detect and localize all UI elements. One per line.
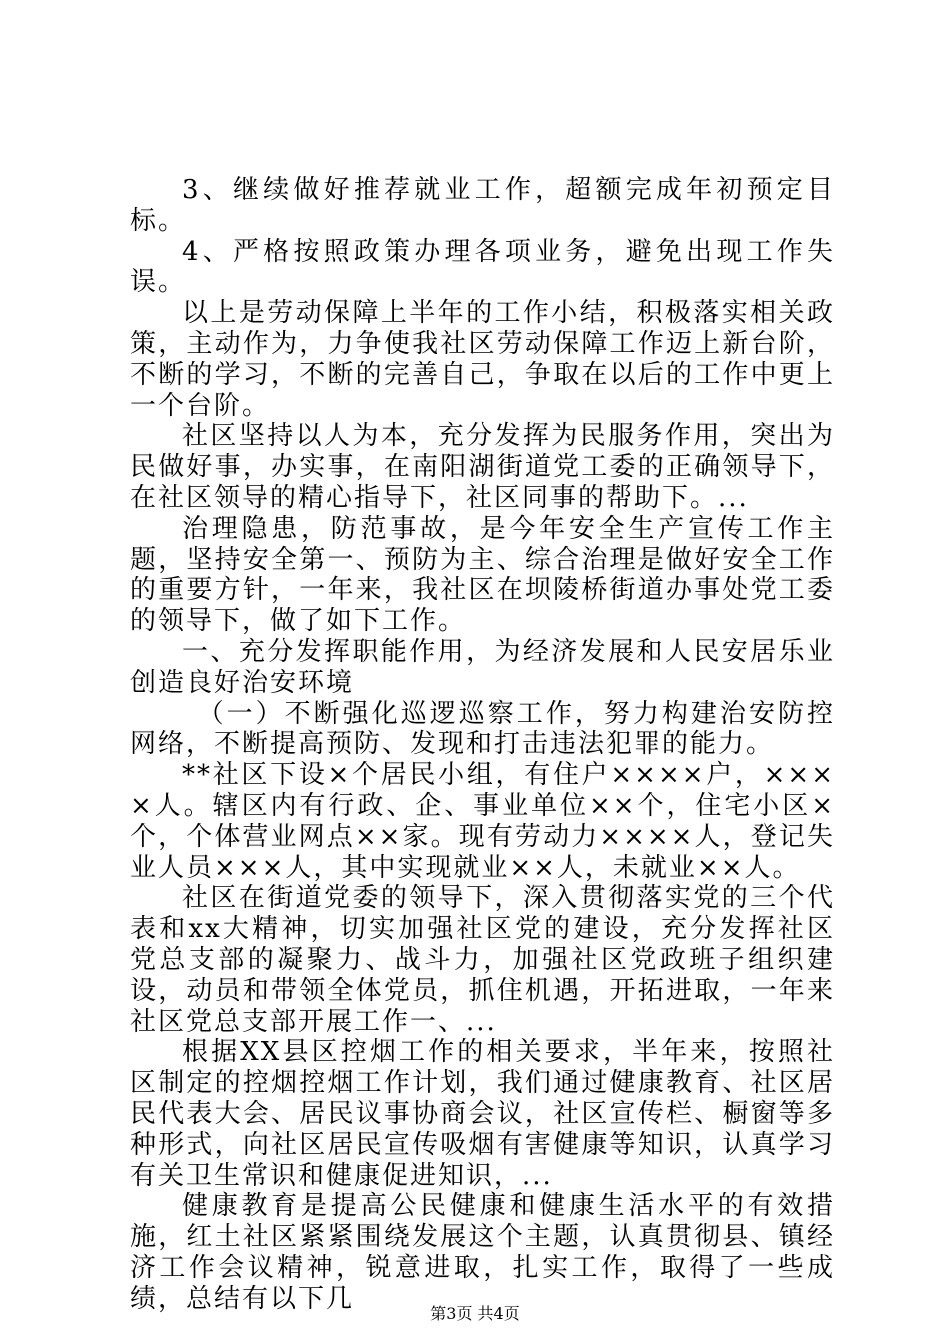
paragraph: 根据XX县区控烟工作的相关要求，半年来，按照社区制定的控烟控烟工作计划，我们通过健康教育、社区居民代表大会、居民议事协商会议，社区宣传栏、橱窗等多种形式，向社区居民宣传吸烟有害健康等知识，认真学习有关卫生常识和健康促进知识，... (130, 1037, 835, 1191)
paragraph: 健康教育是提高公民健康和健康生活水平的有效措施，红土社区紧紧围绕发展这个主题，认真贯彻县、镇经济工作会议精神，锐意进取，扎实工作，取得了一些成绩，总结有以下几 (130, 1191, 835, 1314)
page-number-footer: 第3页 共4页 (430, 1304, 520, 1323)
paragraph: 社区坚持以人为本，充分发挥为民服务作用，突出为民做好事，办实事，在南阳湖街道党工委的正确领导下，在社区领导的精心指导下，社区同事的帮助下。... (130, 421, 835, 513)
document-body (130, 175, 835, 1314)
paragraph: 4、严格按照政策办理各项业务，避免出现工作失误。 (130, 236, 835, 298)
paragraph: 3、继续做好推荐就业工作，超额完成年初预定目标。 (130, 175, 835, 236)
paragraph: 社区在街道党委的领导下，深入贯彻落实党的三个代表和xx大精神，切实加强社区党的建设，充分发挥社区党总支部的凝聚力、战斗力，加强社区党政班子组织建设，动员和带领全体党员，抓住机遇，开拓进取，一年来社区党总支部开展工作一、... (130, 883, 835, 1037)
paragraph: 以上是劳动保障上半年的工作小结，积极落实相关政策，主动作为，力争使我社区劳动保障工作迈上新台阶，不断的学习，不断的完善自己，争取在以后的工作中更上一个台阶。 (130, 298, 835, 421)
paragraph: **社区下设×个居民小组，有住户××××户，××××人。辖区内有行政、企、事业单位××个，住宅小区×个，个体营业网点××家。现有劳动力××××人，登记失业人员×××人，其中实现就业××人，未就业××人。 (130, 760, 835, 883)
section-heading: 一、充分发挥职能作用，为经济发展和人民安居乐业创造良好治安环境 (130, 636, 835, 698)
subsection-heading: （一）不断强化巡逻巡察工作，努力构建治安防控网络，不断提高预防、发现和打击违法犯罪的能力。 (130, 698, 835, 760)
paragraph: 治理隐患，防范事故，是今年安全生产宣传工作主题，坚持安全第一、预防为主、综合治理是做好安全工作的重要方针，一年来，我社区在坝陵桥街道办事处党工委的领导下，做了如下工作。 (130, 513, 835, 637)
